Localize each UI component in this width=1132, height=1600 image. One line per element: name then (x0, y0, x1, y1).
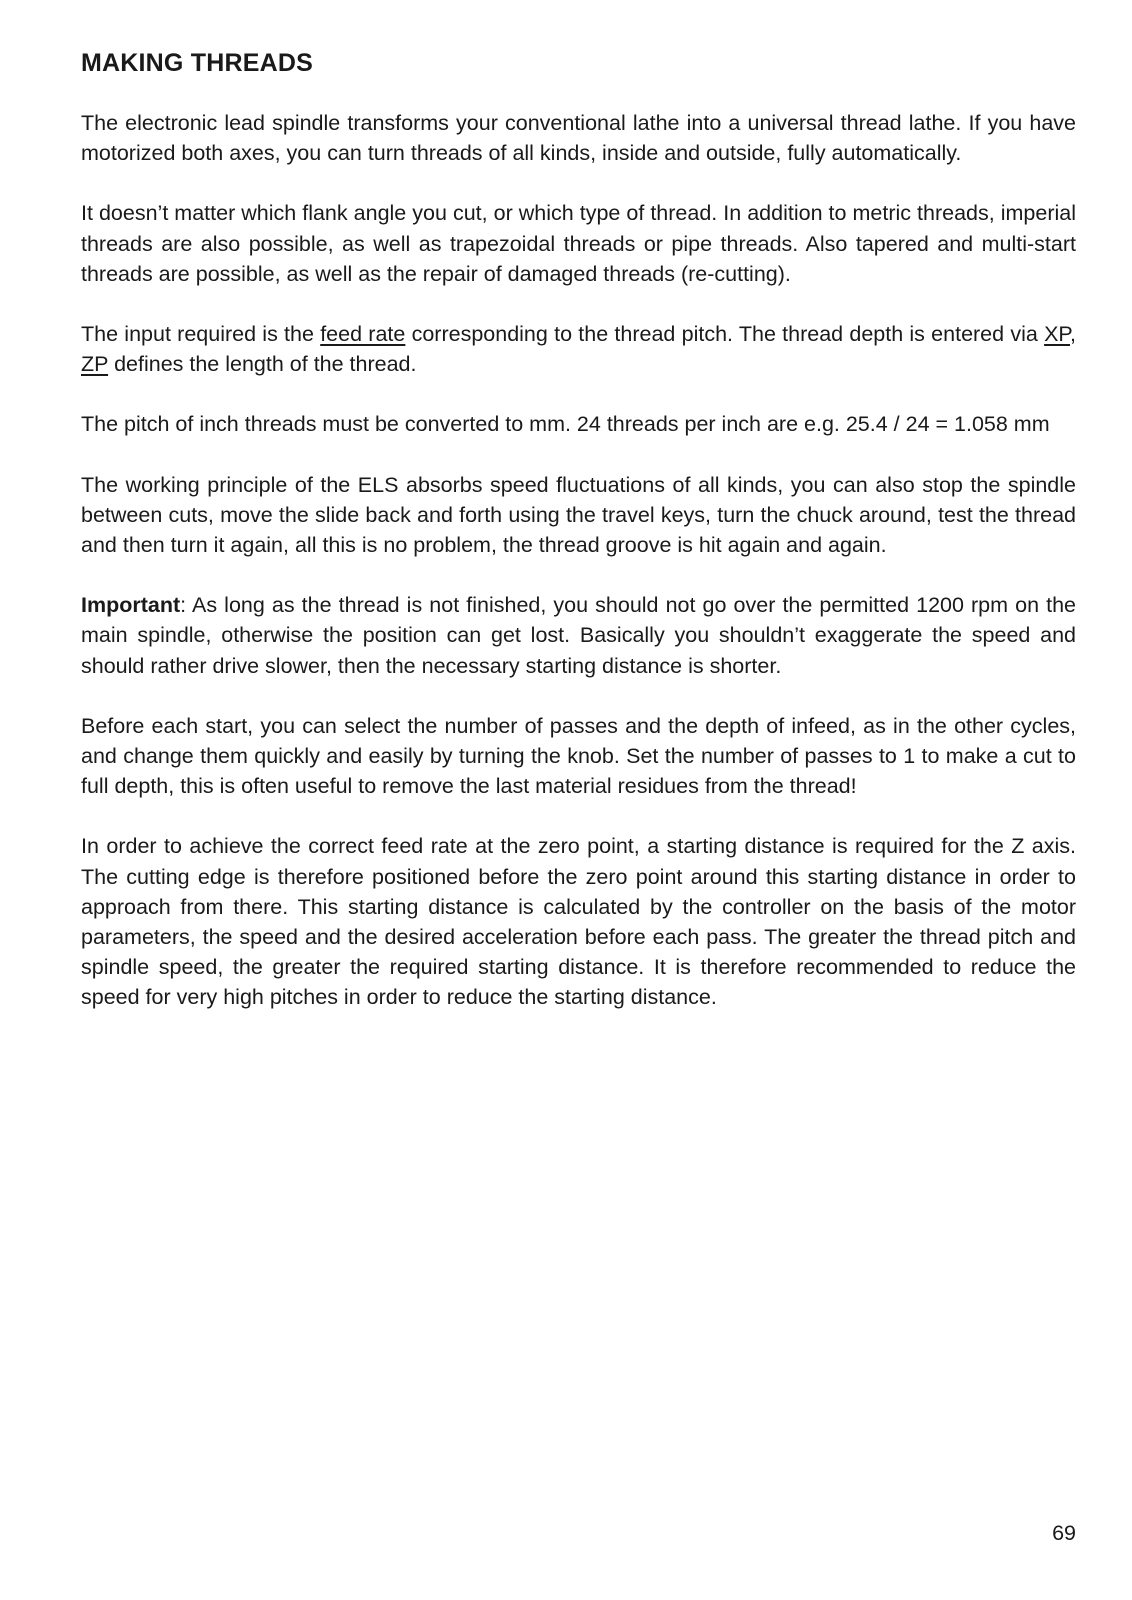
text-fragment: The input required is the (81, 322, 321, 347)
paragraph-input (81, 319, 1076, 379)
text-fragment: defines the length of the thread. (108, 352, 417, 377)
paragraph-working-principle: The working principle of the ELS absorbs speed fluctuations of all kinds, you can also stop the spindle between cuts, move the slide back and forth using the travel keys, turn the chuck around, test the thread and then turn it again, all this is no problem, the thread groove is hit again and again. (81, 472, 1076, 558)
section-title: MAKING THREADS (81, 49, 313, 77)
text-fragment: corresponding to the thread pitch. The thread depth is entered via (405, 322, 1045, 347)
paragraph-passes: Before each start, you can select the number of passes and the depth of infeed, as in the other cycles, and change them quickly and easily by turning the knob. Set the number of passes to 1 to make a cut to full depth, this is often useful to remove the last material residues from the thread! (81, 713, 1076, 799)
xp-link[interactable]: XP (1044, 322, 1070, 347)
paragraph-starting-distance: In order to achieve the correct feed rate at the zero point, a starting distance is required for the Z axis. The cutting edge is therefore positioned before the zero point around this starting distance in order to approach from there. This starting distance is calculated by the controller on the basis of the motor parameters, the speed and the desired acceleration before each pass. The greater the thread pitch and spindle speed, the greater the required starting distance. It is therefore recommended to reduce the speed for very high pitches in order to reduce the starting distance. (81, 834, 1076, 1010)
paragraph-inch-pitch: The pitch of inch threads must be converted to mm. 24 threads per inch are e.g. 25.4 / 24 = 1.058 mm (81, 412, 1050, 437)
page-number: 69 (1052, 1521, 1076, 1545)
important-text: : As long as the thread is not finished, you should not go over the permitted 1200 rpm on the main spindle, otherwise the position can get lost. Basically you shouldn’t exaggerate the speed and should rather drive slower, then the necessary starting distance is shorter. (81, 593, 1076, 678)
feed-rate-link[interactable]: feed rate (320, 322, 406, 347)
zp-link[interactable]: ZP (81, 352, 109, 377)
page-content (81, 46, 1076, 1043)
paragraph-intro: The electronic lead spindle transforms your conventional lathe into a universal thread lathe. If you have motorized both axes, you can turn threads of all kinds, inside and outside, fully automatically. (81, 111, 1076, 166)
text-fragment: , (1070, 322, 1076, 347)
important-label: Important (81, 593, 181, 618)
paragraph-important (81, 590, 1076, 681)
paragraph-thread-types: It doesn’t matter which flank angle you cut, or which type of thread. In addition to metric threads, imperial threads are also possible, as well as trapezoidal threads or pipe threads. Also tapered and multi-start threads are possible, as well as the repair of damaged threads (re-cutting). (81, 201, 1076, 286)
